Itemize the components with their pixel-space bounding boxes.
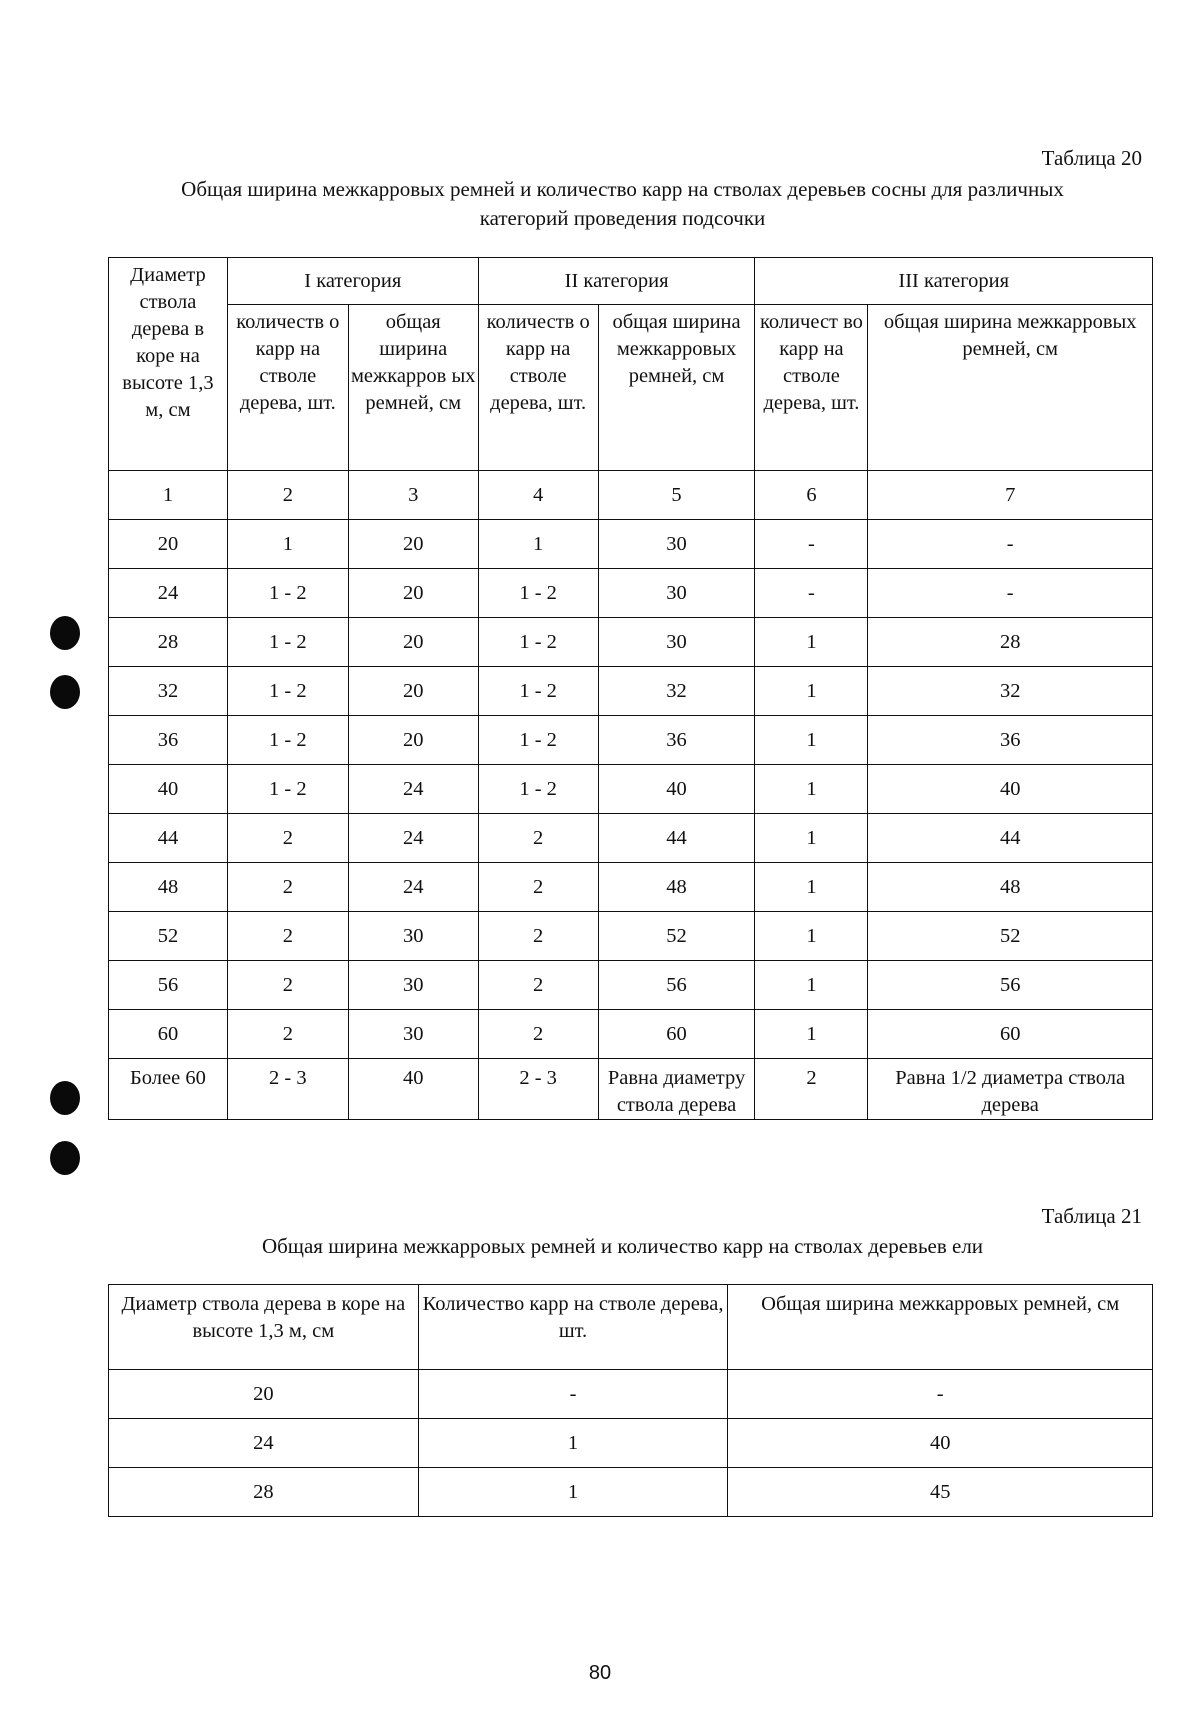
table-cell: 24 [109,569,228,618]
header-category-2: II категория [478,258,755,305]
table-cell: - [418,1370,728,1419]
table-cell: 1 - 2 [227,618,348,667]
table21-header-diameter: Диаметр ствола дерева в коре на высоте 1,3 м, см [109,1285,419,1370]
table-cell: 28 [109,1468,419,1517]
table-cell: 48 [598,863,755,912]
table-cell: 1 [755,863,868,912]
table-cell: 30 [598,618,755,667]
table-row [109,814,1153,863]
table-cell: 2 [227,961,348,1010]
table-cell: 2 - 3 [227,1059,348,1120]
header-cat1-width: общая ширина межкарров ых ремней, см [348,305,478,471]
table21-header-width: Общая ширина межкарровых ремней, см [728,1285,1153,1370]
table-row [109,569,1153,618]
table-cell: 48 [868,863,1153,912]
table-cell: 20 [109,1370,419,1419]
table-cell: 1 [755,765,868,814]
table-cell: 56 [598,961,755,1010]
table-cell: 1 [755,667,868,716]
table-cell: 40 [868,765,1153,814]
table-row [109,765,1153,814]
table20 [108,257,1153,1120]
header-cat3-width: общая ширина межкарровых ремней, см [868,305,1153,471]
table-cell: 1 [755,1010,868,1059]
table-cell: 36 [109,716,228,765]
binder-hole [50,1081,80,1115]
table-cell: 40 [348,1059,478,1120]
table-cell: 2 [755,1059,868,1120]
column-number: 7 [868,471,1153,520]
table-cell: 24 [348,814,478,863]
table-cell: 30 [348,912,478,961]
column-number-row [109,471,1153,520]
table-cell: 24 [348,765,478,814]
table-cell: 52 [598,912,755,961]
table21 [108,1284,1153,1517]
table-row [109,912,1153,961]
table-cell: 48 [109,863,228,912]
table-cell: 1 - 2 [227,765,348,814]
table-cell: 1 - 2 [478,667,598,716]
table-cell: 1 - 2 [227,716,348,765]
table-cell: 40 [109,765,228,814]
table20-title-line2: категорий проведения подсочки [479,206,766,230]
binder-hole [50,675,80,709]
table-cell: 2 [227,912,348,961]
table-cell: - [868,520,1153,569]
table20-title-line1: Общая ширина межкарровых ремней и количество карр на стволах деревьев сосны для различных [181,177,1064,201]
header-cat2-count: количеств о карр на стволе дерева, шт. [478,305,598,471]
table-cell: 28 [109,618,228,667]
table-cell: 24 [348,863,478,912]
table-cell: 2 [227,863,348,912]
table-cell: 1 [755,912,868,961]
table-row [109,863,1153,912]
table-cell: 30 [348,1010,478,1059]
table21-title: Общая ширина межкарровых ремней и количество карр на стволах деревьев ели [261,1234,984,1258]
table-cell: 1 - 2 [227,569,348,618]
table-cell: 1 [755,716,868,765]
table-cell: 20 [348,569,478,618]
binder-hole [50,1141,80,1175]
table-row [109,1370,1153,1419]
table-cell: 60 [598,1010,755,1059]
table-cell: 60 [109,1010,228,1059]
table-cell: 1 [478,520,598,569]
table-cell: 1 - 2 [478,716,598,765]
column-number: 6 [755,471,868,520]
table-cell: 20 [348,716,478,765]
table-cell: 44 [868,814,1153,863]
column-number: 2 [227,471,348,520]
table-row [109,1468,1153,1517]
table-cell: 2 [227,814,348,863]
table-cell: - [728,1370,1153,1419]
table-row [109,1419,1153,1468]
table-cell: 52 [109,912,228,961]
column-number: 5 [598,471,755,520]
table-cell: 1 [418,1419,728,1468]
table-cell: 1 [227,520,348,569]
table-cell: 40 [598,765,755,814]
table21-header-count: Количество карр на стволе дерева, шт. [418,1285,728,1370]
table-cell: 45 [728,1468,1153,1517]
table-cell: 30 [348,961,478,1010]
table-cell: 1 - 2 [478,569,598,618]
table-cell: - [755,520,868,569]
table-cell: 30 [598,520,755,569]
table-cell: 2 [478,814,598,863]
table-cell: 2 - 3 [478,1059,598,1120]
header-diameter: Диаметр ствола дерева в коре на высоте 1,3 м, см [109,258,228,471]
table-cell: Равна диаметру ствола дерева [598,1059,755,1120]
table-cell: 30 [598,569,755,618]
table21-label: Таблица 21 [1041,1204,1142,1228]
header-category-3: III категория [755,258,1153,305]
table-cell: 1 - 2 [478,765,598,814]
table-cell: 20 [348,667,478,716]
table-row [109,520,1153,569]
table-cell: 36 [868,716,1153,765]
column-number: 1 [109,471,228,520]
table-cell: 32 [598,667,755,716]
table-cell: 32 [109,667,228,716]
table-cell: 1 [418,1468,728,1517]
table-cell: 28 [868,618,1153,667]
table-cell: Более 60 [109,1059,228,1120]
table-cell: 56 [109,961,228,1010]
table-cell: 32 [868,667,1153,716]
column-number: 4 [478,471,598,520]
table20-label: Таблица 20 [1041,146,1142,170]
binder-hole [50,616,80,650]
table-cell: 56 [868,961,1153,1010]
header-cat3-count: количест во карр на стволе дерева, шт. [755,305,868,471]
table-row [109,1059,1153,1120]
table-cell: 20 [109,520,228,569]
table-cell: - [868,569,1153,618]
table-cell: 1 [755,618,868,667]
table-cell: 2 [478,863,598,912]
page-number: 80 [588,1662,612,1684]
table-cell: 2 [478,912,598,961]
table-row [109,961,1153,1010]
table-cell: 44 [598,814,755,863]
table-cell: 2 [478,1010,598,1059]
table-row [109,667,1153,716]
table-cell: 36 [598,716,755,765]
table-cell: 1 - 2 [227,667,348,716]
header-cat1-count: количеств о карр на стволе дерева, шт. [227,305,348,471]
table-cell: 44 [109,814,228,863]
table-cell: 2 [478,961,598,1010]
table-row [109,1010,1153,1059]
table-cell: 20 [348,520,478,569]
table-cell: 2 [227,1010,348,1059]
table-cell: 1 [755,961,868,1010]
table-cell: 1 [755,814,868,863]
table-row [109,716,1153,765]
table-cell: 20 [348,618,478,667]
table-cell: Равна 1/2 диаметра ствола дерева [868,1059,1153,1120]
header-cat2-width: общая ширина межкарровых ремней, см [598,305,755,471]
table-cell: 1 - 2 [478,618,598,667]
table-cell: - [755,569,868,618]
table-cell: 60 [868,1010,1153,1059]
table-row [109,618,1153,667]
table-cell: 24 [109,1419,419,1468]
column-number: 3 [348,471,478,520]
table-cell: 52 [868,912,1153,961]
table-cell: 40 [728,1419,1153,1468]
header-category-1: I категория [227,258,478,305]
